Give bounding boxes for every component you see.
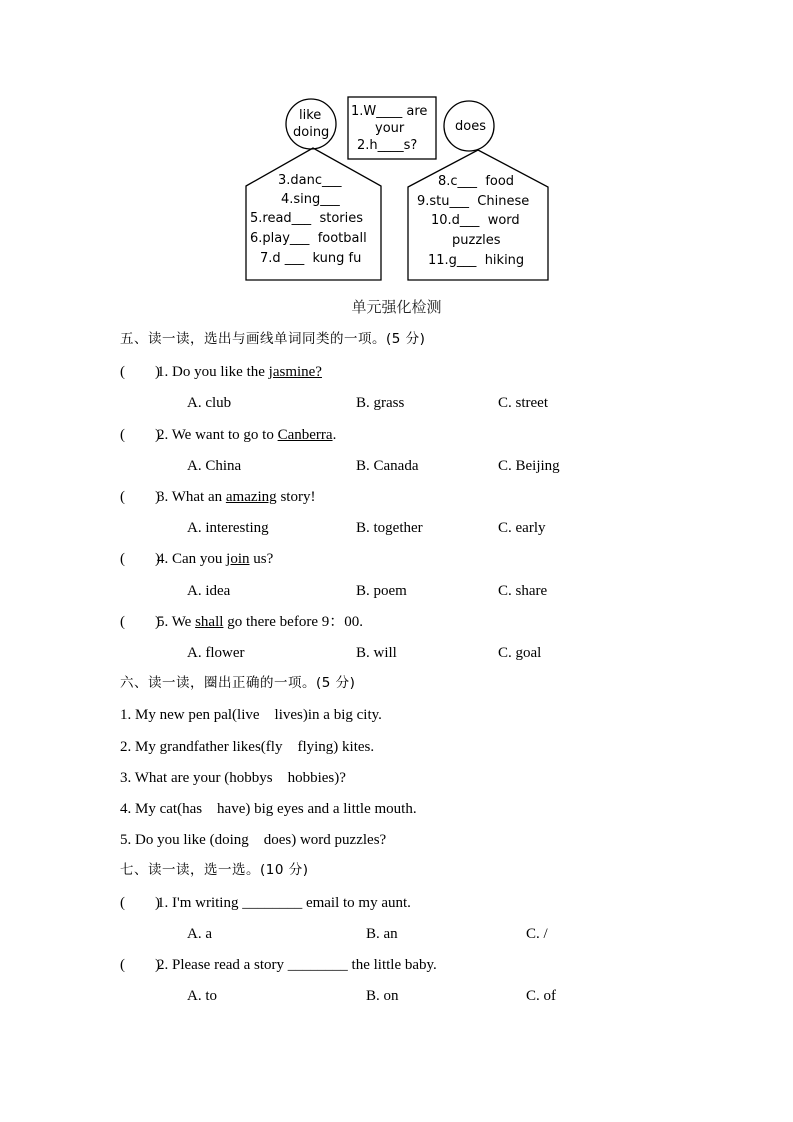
question-pre: 1. Do you like the <box>157 364 269 380</box>
question-text <box>157 365 322 380</box>
option-b: B. together <box>356 520 423 536</box>
option-c: C. street <box>498 395 548 411</box>
underlined-word: join <box>226 551 250 567</box>
option-b: B. grass <box>356 395 405 411</box>
answer-bracket[interactable]: ( ) <box>120 364 160 380</box>
section6-item-3: 3. What are your (hobbys hobbies)? <box>120 770 346 786</box>
option-c: C. of <box>526 988 556 1004</box>
option-c: C. / <box>526 926 548 942</box>
answer-bracket[interactable]: ( ) <box>120 489 160 505</box>
underlined-word: amazing <box>225 489 277 505</box>
section6-item-5: 5. Do you like (doing does) word puzzles? <box>120 832 387 848</box>
center-box-line-1: 1.W____ are <box>351 104 428 119</box>
option-c: C. Beijing <box>498 458 560 474</box>
section6-heading: 六、读一读，圈出正确的一项。(5 分) <box>120 675 356 691</box>
option-a: A. club <box>187 395 232 411</box>
left-house-line-4: 6.play___ football <box>250 231 367 246</box>
option-a: A. China <box>187 458 242 474</box>
left-house-line-2: 4.sing___ <box>281 192 340 207</box>
question-text <box>157 428 336 443</box>
question-post: us? <box>249 551 274 567</box>
left-bubble-line-2: doing <box>293 125 330 140</box>
option-b: B. an <box>366 926 398 942</box>
answer-bracket[interactable]: ( ) <box>120 427 160 443</box>
answer-bracket[interactable]: ( ) <box>120 895 160 911</box>
left-house-line-1: 3.danc___ <box>278 173 342 188</box>
word-diagram <box>0 0 793 300</box>
section5-heading: 五、读一读，选出与画线单词同类的一项。(5 分) <box>120 331 426 347</box>
right-bubble-label: does <box>455 119 486 134</box>
left-bubble-circle <box>286 99 336 149</box>
option-b: B. poem <box>356 583 407 599</box>
right-house-line-1: 8.c___ food <box>438 174 515 189</box>
question-text <box>157 490 315 505</box>
underlined-word: jasmine? <box>268 364 322 380</box>
section6-item-2: 2. My grandfather likes(fly flying) kites. <box>120 739 375 755</box>
option-b: B. will <box>356 645 397 661</box>
answer-bracket[interactable]: ( ) <box>120 551 160 567</box>
question-post: go there before 9：00. <box>223 614 363 630</box>
section6-item-4: 4. My cat(has have) big eyes and a little mouth. <box>120 801 417 817</box>
center-box-line-3: 2.h____s? <box>357 138 418 153</box>
option-b: B. on <box>366 988 399 1004</box>
answer-bracket[interactable]: ( ) <box>120 957 160 973</box>
option-c: C. share <box>498 583 548 599</box>
section7-heading: 七、读一读，选一选。(10 分) <box>120 862 309 878</box>
underlined-word: Canberra <box>277 427 333 443</box>
underlined-word: shall <box>195 614 224 630</box>
page-title: 单元强化检测 <box>351 298 442 316</box>
center-box-line-2: your <box>375 121 405 136</box>
right-house-line-4: puzzles <box>452 233 501 248</box>
option-a: A. to <box>187 988 217 1004</box>
question-text: 1. I'm writing ________ email to my aunt. <box>157 895 411 911</box>
option-a: A. interesting <box>187 520 269 536</box>
question-pre: 4. Can you <box>157 551 227 567</box>
right-house-line-2: 9.stu___ Chinese <box>417 194 530 209</box>
right-house-line-5: 11.g___ hiking <box>428 253 525 268</box>
question-post: . <box>332 427 337 443</box>
option-b: B. Canada <box>356 458 419 474</box>
section6-item-1: 1. My new pen pal(live lives)in a big city. <box>120 707 382 723</box>
right-house-line-3: 10.d___ word <box>431 213 520 228</box>
option-c: C. goal <box>498 645 542 661</box>
question-text <box>157 552 273 567</box>
question-pre: 5. We <box>157 614 196 630</box>
left-bubble-line-1: like <box>299 108 322 123</box>
option-c: C. early <box>498 520 546 536</box>
answer-bracket[interactable]: ( ) <box>120 614 160 630</box>
question-post: story! <box>276 489 316 505</box>
question-pre: 2. We want to go to <box>157 427 278 443</box>
option-a: A. idea <box>187 583 231 599</box>
question-text <box>157 615 363 630</box>
left-house-line-3: 5.read___ stories <box>250 211 363 226</box>
left-house-line-5: 7.d ___ kung fu <box>260 251 362 266</box>
option-a: A. a <box>187 926 212 942</box>
question-pre: 3. What an <box>157 489 226 505</box>
question-text: 2. Please read a story ________ the little baby. <box>157 957 437 973</box>
option-a: A. flower <box>187 645 245 661</box>
